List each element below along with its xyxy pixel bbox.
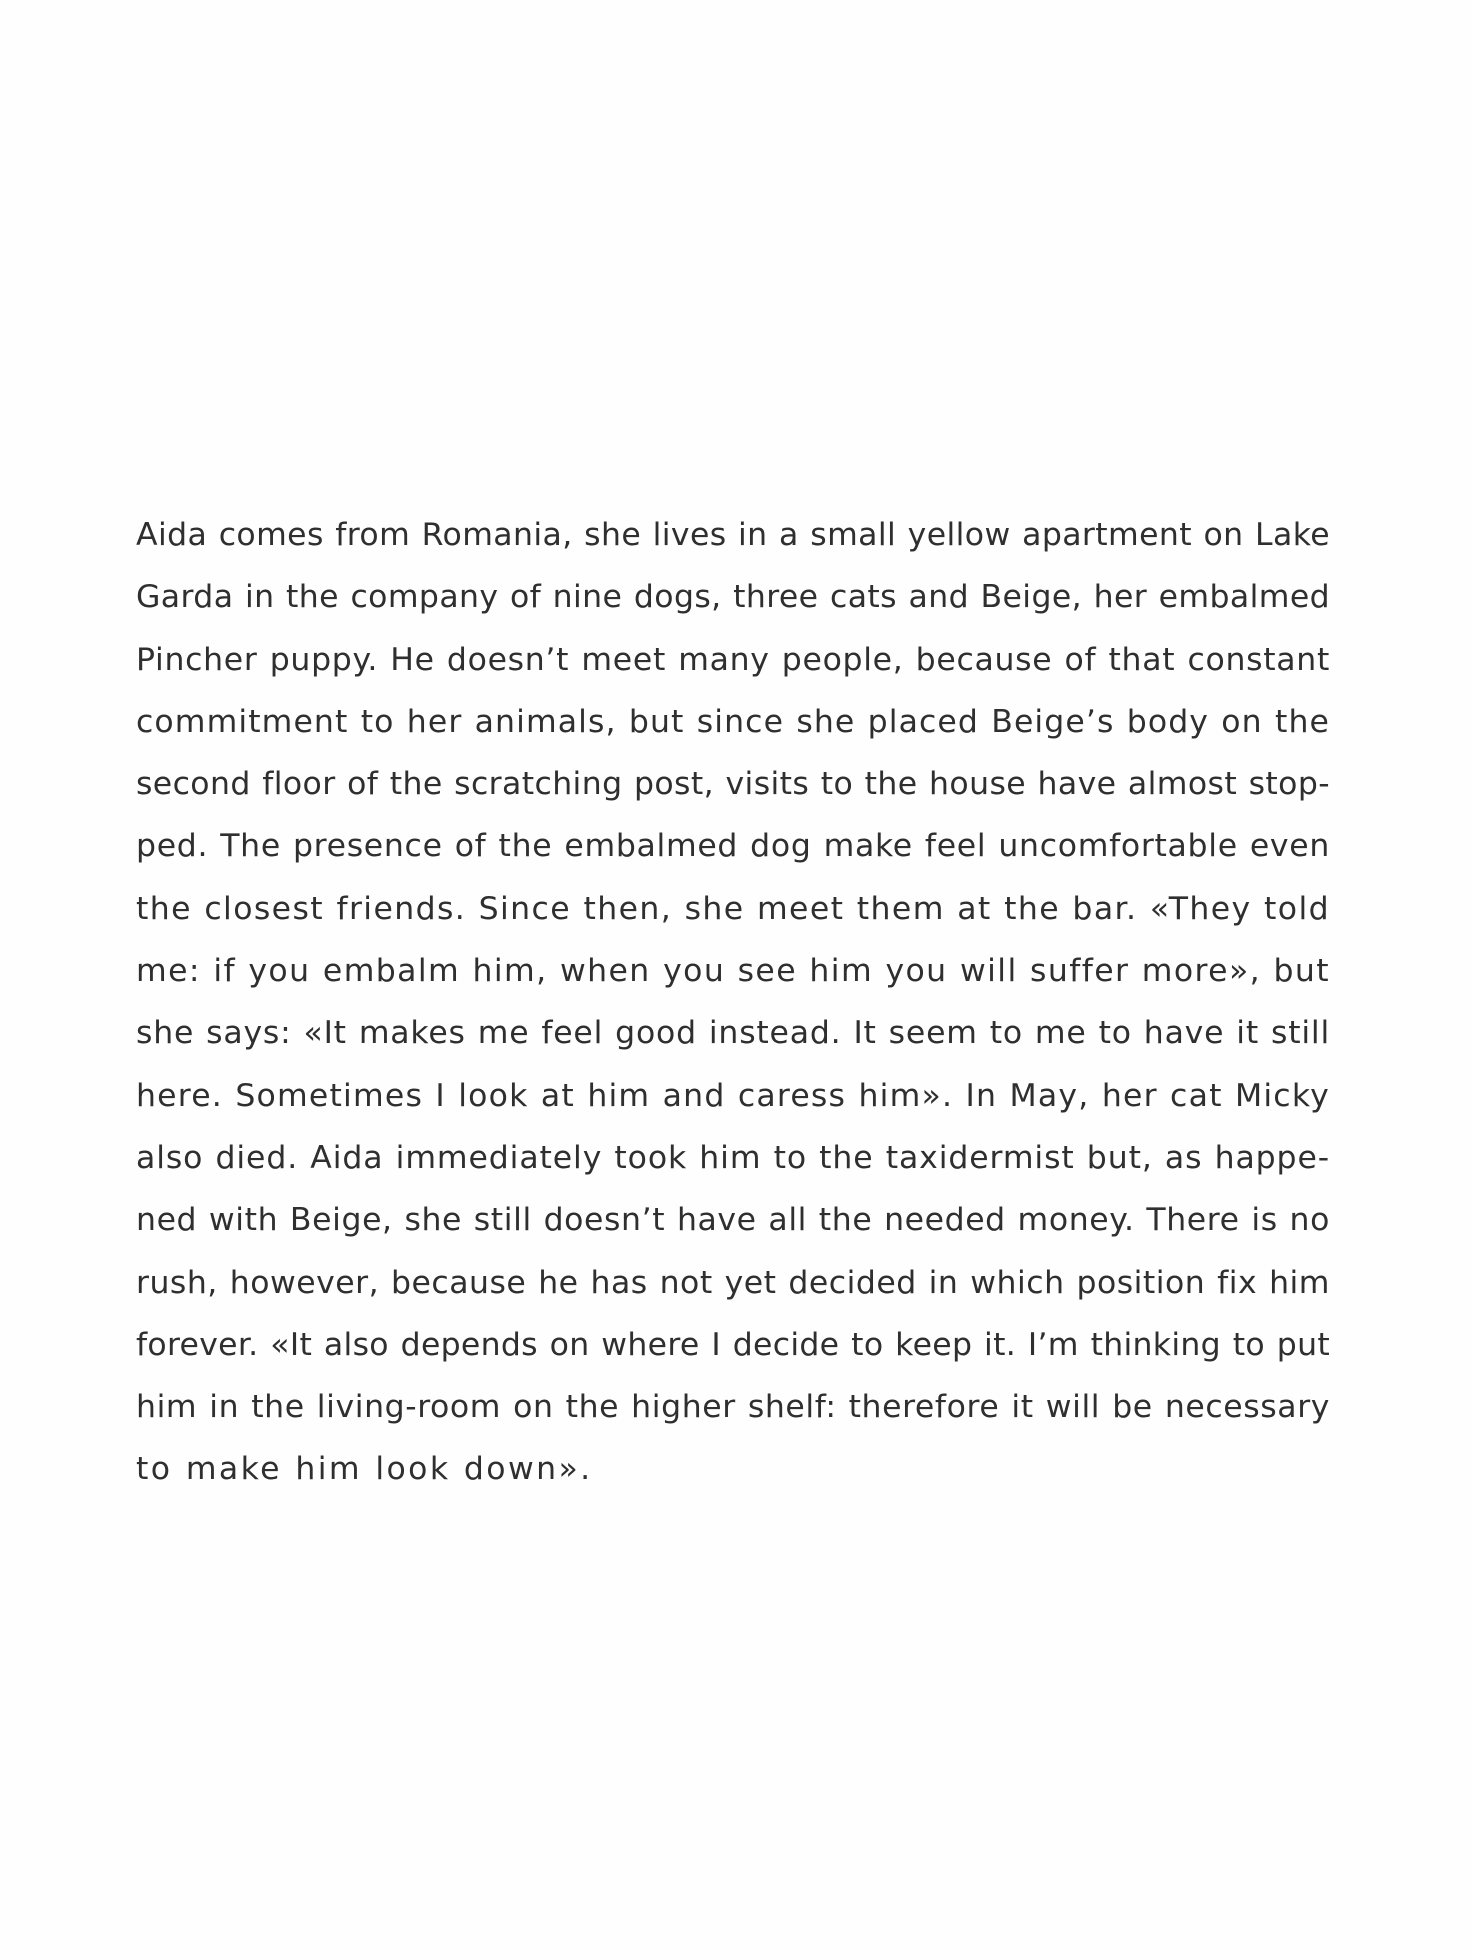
paragraph-line: rush, however, because he has not yet decided in which position fix him (136, 1264, 1330, 1301)
paragraph-line: also died. Aida immediately took him to the taxidermist but, as happe- (136, 1139, 1330, 1176)
paragraph-line: ped. The presence of the embalmed dog make feel uncomfortable even (136, 828, 1330, 865)
body-paragraph (136, 504, 1330, 1501)
paragraph-line: Pincher puppy. He doesn’t meet many people, because of that constant (136, 641, 1330, 678)
paragraph-line: ned with Beige, she still doesn’t have all the needed money. There is no (136, 1202, 1330, 1239)
paragraph-line: Aida comes from Romania, she lives in a small yellow apartment on Lake (136, 517, 1330, 553)
paragraph-line: forever. «It also depends on where I decide to keep it. I’m thinking to put (136, 1326, 1330, 1363)
paragraph-line: Garda in the company of nine dogs, three cats and Beige, her embalmed (136, 579, 1330, 616)
paragraph-line: second floor of the scratching post, visits to the house have almost stop- (136, 766, 1330, 803)
paragraph-line: the closest friends. Since then, she meet them at the bar. «They told (136, 890, 1330, 927)
paragraph-line: him in the living-room on the higher shelf: therefore it will be necessary (136, 1389, 1330, 1426)
paragraph-line: she says: «It makes me feel good instead. It seem to me to have it still (136, 1015, 1330, 1052)
paragraph-line: me: if you embalm him, when you see him you will suffer more», but (136, 953, 1330, 990)
paragraph-line: commitment to her animals, but since she placed Beige’s body on the (136, 703, 1330, 740)
paragraph-line: here. Sometimes I look at him and caress him». In May, her cat Micky (136, 1077, 1330, 1114)
paragraph-line-last: to make him look down». (136, 1451, 593, 1488)
